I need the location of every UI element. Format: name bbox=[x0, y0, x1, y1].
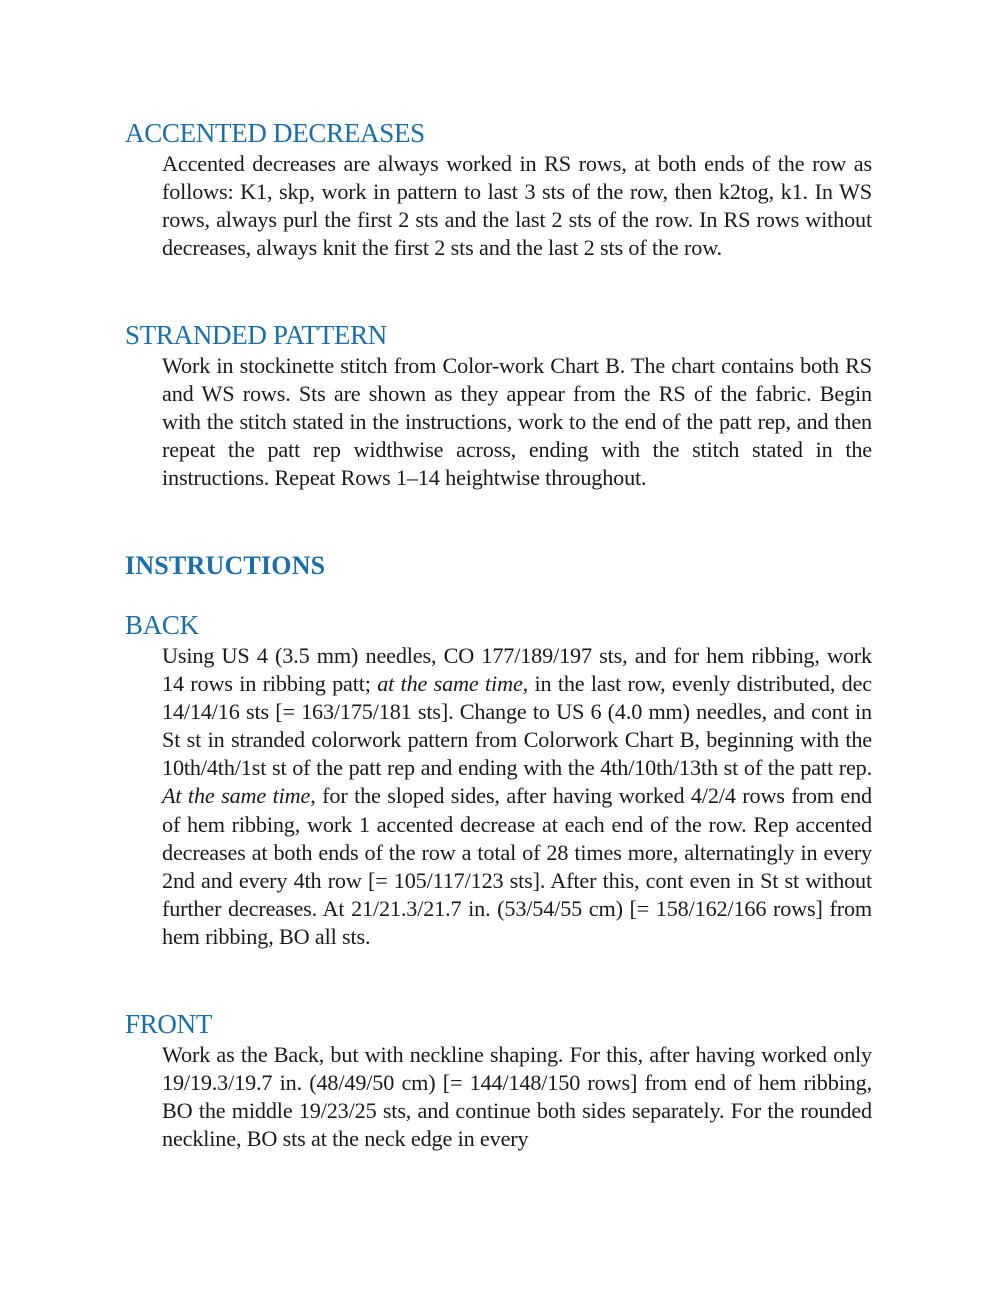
section-instructions bbox=[125, 551, 875, 581]
paragraph-stranded-pattern: Work in stockinette stitch from Color-work Chart B. The chart contains both RS and WS rows. Sts are shown as they appear from the RS of the fabric. Begin with the stitch stated in the instructions, work to the end of the patt rep, and then repeat the patt rep widthwise across, ending with the stitch stated in the instructions. Repeat Rows 1–14 heightwise throughout. bbox=[162, 353, 872, 491]
section-stranded-pattern bbox=[125, 320, 875, 492]
paragraph-front: Work as the Back, but with neckline shaping. For this, after having worked only 19/19.3/19.7 in. (48/49/50 cm) [= 144/148/150 rows] from end of hem ribbing, BO the middle 19/23/25 sts, and continue both sides separately. For the rounded neckline, BO sts at the neck edge in every bbox=[162, 1042, 872, 1152]
paragraph-back bbox=[162, 642, 872, 951]
section-heading-back: BACK bbox=[125, 610, 199, 640]
section-front bbox=[125, 1009, 875, 1153]
section-heading-front: FRONT bbox=[125, 1009, 213, 1039]
section-heading-instructions: INSTRUCTIONS bbox=[125, 551, 326, 580]
section-heading-stranded-pattern: STRANDED PATTERN bbox=[125, 320, 387, 350]
section-accented-decreases bbox=[125, 118, 875, 262]
paragraph-back-part-3: , for the sloped sides, after having worked 4/2/4 rows from end of hem ribbing, work 1 accented decrease at each end of the row. Rep accented decreases at both ends of the row a total of 28 times more, alternatingly in every 2nd and every 4th row [= 105/117/123 sts]. After this, cont even in St st without further decreases. At 21/21.3/21.7 in. (53/54/55 cm) [= 158/162/166 rows] from hem ribbing, BO all sts. bbox=[162, 783, 872, 949]
section-back bbox=[125, 610, 875, 951]
section-heading-accented-decreases: ACCENTED DECREASES bbox=[125, 118, 425, 148]
paragraph-back-part-1: Using US 4 (3.5 mm) needles, CO 177/189/197 sts, and for hem ribbing, work 14 rows in ribbing patt; bbox=[162, 643, 872, 697]
paragraph-accented-decreases: Accented decreases are always worked in RS rows, at both ends of the row as follows: K1, skp, work in pattern to last 3 sts of the row, then k2tog, k1. In WS rows, always purl the first 2 sts and the last 2 sts of the row. In RS rows without decreases, always knit the first 2 sts and the last 2 sts of the row. bbox=[162, 151, 872, 261]
paragraph-back-part-2: , in the last row, evenly distributed, dec 14/14/16 sts [= 163/175/181 sts]. Change to US 6 (4.0 mm) needles, and cont in St st in stranded colorwork pattern from Colorwork Chart B, beginning with the 10th/4th/1st st of the patt rep and ending with the 4th/10th/13th st of the patt rep. bbox=[162, 671, 872, 781]
emphasis-at-the-same-time-1: at the same time bbox=[377, 671, 523, 697]
emphasis-at-the-same-time-2: At the same time bbox=[162, 783, 311, 809]
